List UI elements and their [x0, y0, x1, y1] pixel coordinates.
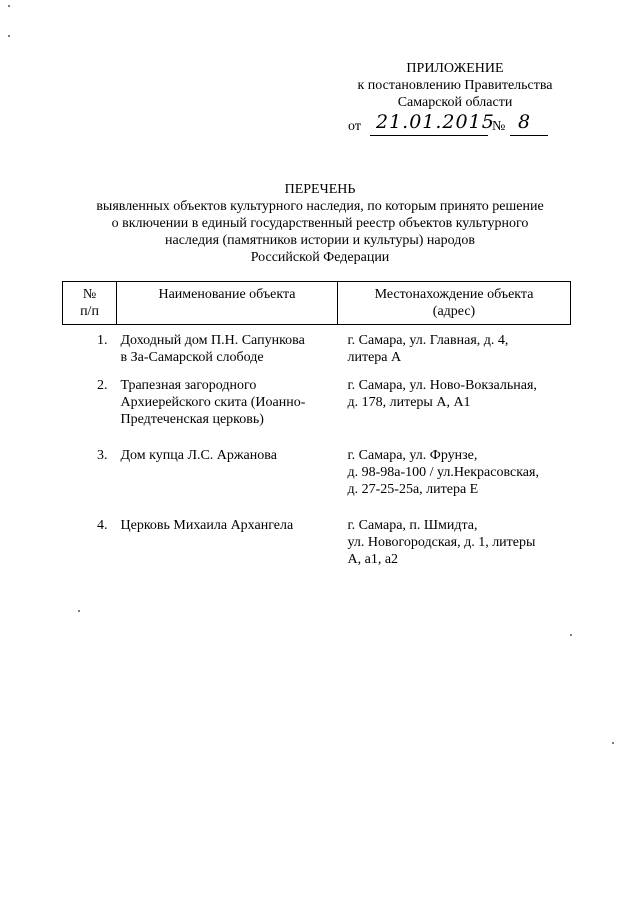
date-underline [370, 135, 488, 136]
scan-speck [8, 5, 10, 7]
number-underline [510, 135, 548, 136]
object-name-line: Дом купца Л.С. Аржанова [120, 448, 277, 463]
header-num-line: № [82, 287, 97, 302]
scan-speck [78, 610, 80, 612]
table-row [63, 447, 571, 517]
table-row [63, 377, 571, 447]
object-address [338, 377, 571, 447]
object-name-line: Доходный дом П.Н. Сапункова [120, 333, 305, 348]
scan-speck [570, 634, 572, 636]
number-handwritten: 8 [518, 111, 532, 133]
subtitle-line: выявленных объектов культурного наследия, по которым принято решение [96, 199, 544, 214]
row-number: 3. [97, 448, 108, 463]
object-address-line: литера А [347, 350, 402, 365]
header-num [63, 282, 117, 325]
object-name-line: Архиерейского скита (Иоанно- [120, 395, 306, 410]
subtitle-line: наследия (памятников истории и культуры) народов [165, 233, 475, 248]
row-number: 2. [97, 378, 108, 393]
object-address [338, 447, 571, 517]
date-label: от [348, 119, 361, 134]
object-address [338, 325, 571, 378]
scan-speck [8, 35, 10, 37]
appendix-line: Самарской области [397, 95, 513, 110]
object-name-line: Предтеченская церковь) [120, 412, 264, 427]
object-address-line: ул. Новогородская, д. 1, литеры [347, 535, 536, 550]
object-address [338, 517, 571, 577]
object-address-line: д. 27-25-25а, литера Е [347, 482, 479, 497]
header-addr-line: (адрес) [432, 304, 476, 319]
header-name [117, 282, 338, 325]
object-address-line: д. 98-98а-100 / ул.Некрасовская, [347, 465, 539, 480]
subtitle-line: о включении в единый государственный реестр объектов культурного [111, 216, 529, 231]
object-address-line: А, а1, а2 [347, 552, 399, 567]
object-address-line: г. Самара, ул. Главная, д. 4, [347, 333, 509, 348]
objects-table [62, 281, 571, 577]
object-name-line: в За-Самарской слободе [120, 350, 264, 365]
list-title-text: ПЕРЕЧЕНЬ [284, 182, 356, 197]
object-name [117, 517, 338, 577]
object-address-line: г. Самара, ул. Фрунзе, [347, 448, 478, 463]
header-name-line: Наименование объекта [158, 287, 296, 302]
subtitle-line: Российской Федерации [250, 250, 390, 265]
row-number: 4. [97, 518, 108, 533]
table-row [63, 517, 571, 577]
list-subtitle [40, 198, 600, 266]
object-name [117, 325, 338, 378]
appendix-header [330, 60, 580, 111]
table-row [63, 325, 571, 378]
object-name [117, 377, 338, 447]
row-number: 1. [97, 333, 108, 348]
object-address-line: г. Самара, ул. Ново-Вокзальная, [347, 378, 537, 393]
appendix-title: ПРИЛОЖЕНИЕ [406, 61, 504, 76]
object-name [117, 447, 338, 517]
object-address-line: д. 178, литеры А, А1 [347, 395, 471, 410]
appendix-line: к постановлению Правительства [357, 78, 553, 93]
header-addr-line: Местонахождение объекта [374, 287, 534, 302]
number-label: № [492, 119, 506, 134]
date-number-line [348, 111, 588, 139]
date-handwritten: 21.01.2015 [376, 111, 495, 133]
table-header-row [63, 282, 571, 325]
object-address-line: г. Самара, п. Шмидта, [347, 518, 478, 533]
object-name-line: Трапезная загородного [120, 378, 257, 393]
object-name-line: Церковь Михаила Архангела [120, 518, 294, 533]
header-num-line: п/п [80, 304, 99, 319]
scan-speck [612, 742, 614, 744]
header-addr [338, 282, 571, 325]
list-title [40, 181, 600, 198]
